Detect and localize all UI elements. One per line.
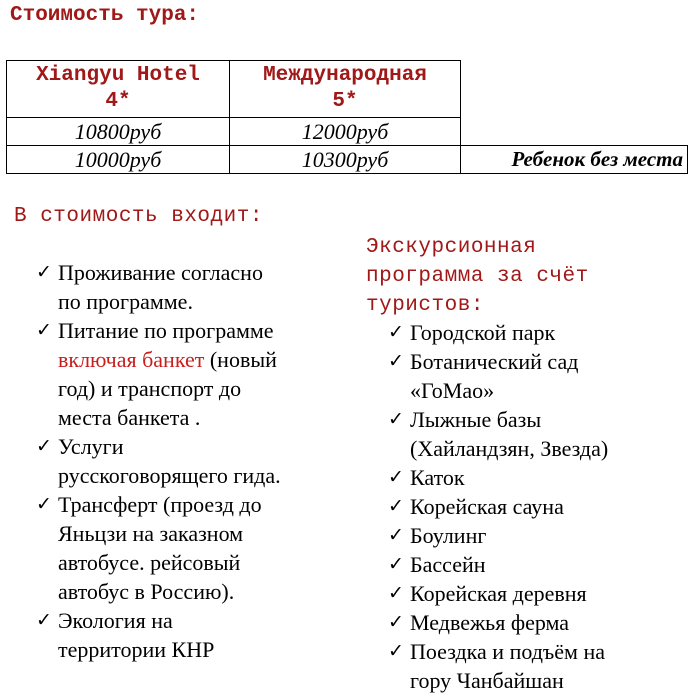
item-text: (новый: [204, 347, 277, 372]
price-cell: 12000руб: [230, 118, 461, 146]
excursion-title: [366, 233, 696, 320]
excursion-title-line: программа за счёт: [366, 265, 589, 288]
check-icon: ✓: [36, 494, 52, 515]
list-item: [388, 608, 700, 637]
check-icon: ✓: [388, 409, 404, 430]
list-item: [388, 405, 700, 463]
list-item: [388, 579, 700, 608]
item-text: Бассейн: [410, 552, 486, 577]
item-text: места банкета .: [58, 405, 201, 430]
item-text: Городской парк: [410, 320, 556, 345]
hotel-name: Xiangyu Hotel: [36, 64, 200, 87]
hotel-stars: 5*: [332, 90, 358, 113]
item-text: по программе.: [58, 289, 193, 314]
item-text: «ГоМао»: [410, 378, 495, 403]
item-text: гору Чанбайшан: [410, 668, 564, 693]
check-icon: ✓: [388, 467, 404, 488]
price-cell: 10000руб: [7, 146, 230, 174]
check-icon: ✓: [36, 610, 52, 631]
item-text: Корейская деревня: [410, 581, 587, 606]
item-text: русскоговорящего гида.: [58, 463, 281, 488]
check-icon: ✓: [388, 525, 404, 546]
list-item: [36, 432, 336, 490]
item-text: Проживание согласно: [58, 260, 263, 285]
list-item: [388, 492, 700, 521]
check-icon: ✓: [388, 641, 404, 662]
table-header-row: [7, 61, 688, 118]
list-item: [388, 637, 700, 695]
item-text: Боулинг: [410, 523, 487, 548]
check-icon: ✓: [388, 496, 404, 517]
check-icon: ✓: [388, 351, 404, 372]
item-text: год) и транспорт до: [58, 376, 242, 401]
list-item: [388, 347, 700, 405]
list-item: [388, 318, 700, 347]
check-icon: ✓: [36, 320, 52, 341]
item-text: Ботанический сад: [410, 349, 579, 374]
item-text: Медвежья ферма: [410, 610, 570, 635]
child-note-cell: Ребенок без места: [461, 146, 688, 174]
check-icon: ✓: [36, 436, 52, 457]
list-item: [388, 463, 700, 492]
item-text: Лыжные базы: [410, 407, 542, 432]
table-row: [7, 118, 688, 146]
item-text: Питание по программе: [58, 318, 274, 343]
highlighted-text: включая банкет: [58, 347, 205, 372]
empty-cell: [461, 61, 688, 118]
page-title: Стоимость тура:: [10, 4, 200, 27]
item-text: Трансферт (проезд до: [58, 492, 262, 517]
includes-title: В стоимость входит:: [14, 205, 263, 228]
empty-cell: [461, 118, 688, 146]
list-item: [388, 550, 700, 579]
check-icon: ✓: [388, 583, 404, 604]
item-text: Корейская сауна: [410, 494, 564, 519]
item-text: автобус в Россию).: [58, 579, 235, 604]
item-text: Каток: [410, 465, 465, 490]
list-item: [36, 490, 336, 606]
item-text: (Хайландзян, Звезда): [410, 436, 609, 461]
price-table: [6, 60, 688, 174]
header-cell-hotel-2: [230, 61, 461, 118]
list-item: [388, 521, 700, 550]
item-text: Услуги: [58, 434, 124, 459]
check-icon: ✓: [36, 262, 52, 283]
item-text: Яньцзи на заказном: [58, 521, 244, 546]
check-icon: ✓: [388, 322, 404, 343]
item-text: автобусе. рейсовый: [58, 550, 241, 575]
check-icon: ✓: [388, 612, 404, 633]
includes-list: [36, 258, 336, 664]
hotel-name: Международная: [263, 64, 427, 87]
hotel-stars: 4*: [105, 90, 131, 113]
price-cell: 10300руб: [230, 146, 461, 174]
list-item: [36, 606, 336, 664]
excursion-title-line: Экскурсионная: [366, 236, 537, 259]
table-row: [7, 146, 688, 174]
item-text: территории КНР: [58, 637, 215, 662]
list-item: [36, 258, 336, 316]
check-icon: ✓: [388, 554, 404, 575]
item-text: Экология на: [58, 608, 173, 633]
excursion-title-line: туристов:: [366, 294, 484, 317]
price-cell: 10800руб: [7, 118, 230, 146]
header-cell-hotel-1: [7, 61, 230, 118]
item-text: Поездка и подъём на: [410, 639, 606, 664]
list-item: [36, 316, 336, 432]
excursions-list: [388, 318, 700, 695]
